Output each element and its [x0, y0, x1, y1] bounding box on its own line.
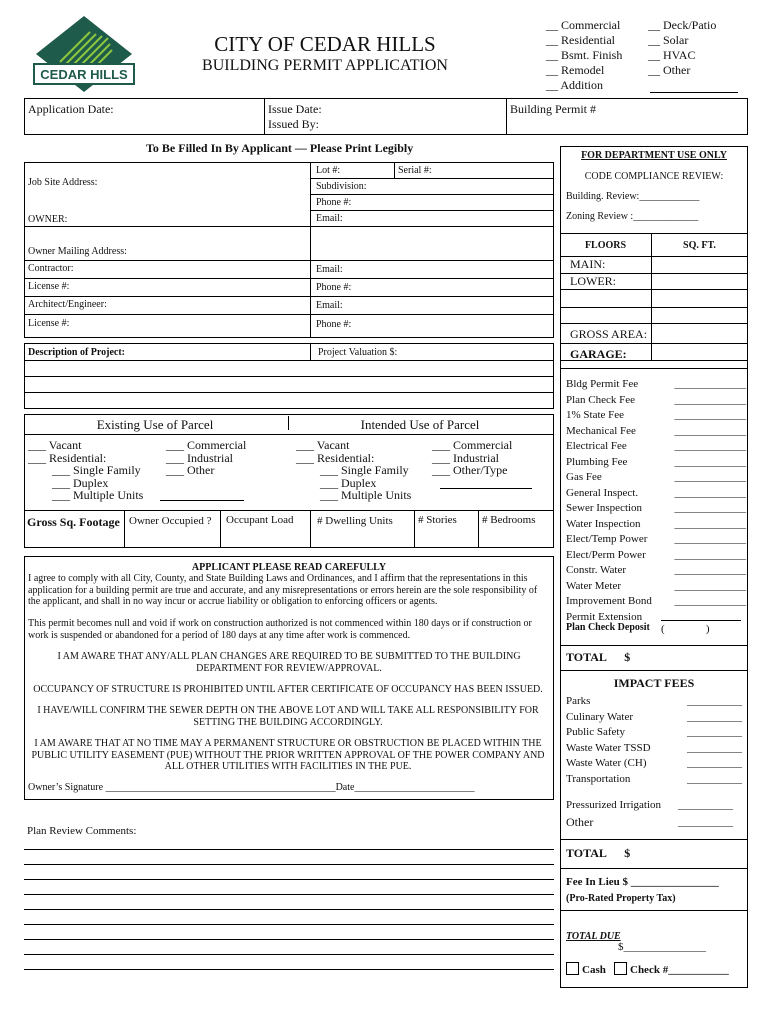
impact-fee-label: Waste Water (CH)	[566, 757, 647, 769]
permit-type-bsmt-finish[interactable]: __ Bsmt. Finish	[546, 48, 623, 62]
fee-in-lieu-field[interactable]: Fee In Lieu $ ________________	[566, 876, 719, 888]
impact-fee-label: Culinary Water	[566, 710, 634, 723]
impact-fee-blank[interactable]: __________	[687, 772, 742, 785]
fee-amount-blank[interactable]: _____________	[674, 533, 746, 545]
fee-amount-blank[interactable]: _____________	[674, 409, 746, 421]
permit-type-hvac[interactable]: __ HVAC	[648, 48, 696, 62]
intended-multiple-units-option[interactable]: ___ Multiple Units	[320, 488, 412, 502]
owner-phone-field[interactable]: Phone #:	[316, 197, 352, 208]
fee-amount-blank[interactable]: _____________	[674, 579, 746, 592]
fee-label: Plumbing Fee	[566, 455, 628, 468]
notice-heading: APPLICANT PLEASE READ CAREFULLY	[191, 562, 387, 573]
fee-row[interactable]	[566, 470, 746, 486]
fee-row[interactable]	[566, 439, 746, 455]
fee-row[interactable]	[566, 377, 746, 393]
notice-sewer-text: I HAVE/WILL CONFIRM THE SEWER DEPTH ON THE ABOVE LOT AND WILL TAKE ALL RESPONSIBILITY FOR SETTING THE BUILDING ACCORDINGLY.	[37, 705, 539, 728]
fee-label: Constr. Water	[566, 564, 627, 576]
fee-label: Elect/Perm Power	[566, 548, 646, 561]
impact-fee-row[interactable]	[566, 756, 742, 772]
notice-pue-text: I AM AWARE THAT AT NO TIME MAY A PERMANENT STRUCTURE OR OBSTRUCTION BE PLACED WITHIN THE PUBLIC UTILITY EASEMENT (PUE) WITHOUT THE PRIOR WRITTEN APPROVAL OF THE POWER COMPANY AND ALL OTHER UTILITIES WITH FACILITIES IN THE PUE.	[31, 738, 545, 772]
payment-cash[interactable]	[566, 962, 606, 978]
impact-fee-blank[interactable]: __________	[687, 726, 742, 738]
serial-number-field[interactable]: Serial #:	[398, 165, 432, 176]
prorated-property-tax-note: (Pro-Rated Property Tax)	[566, 893, 676, 904]
impact-other-blank[interactable]: __________	[678, 816, 733, 828]
existing-multiple-units-option[interactable]: ___ Multiple Units	[52, 488, 144, 502]
fee-amount-blank[interactable]: _____________	[674, 564, 746, 576]
fee-label: General Inspect.	[566, 486, 639, 499]
fee-row[interactable]	[566, 517, 746, 533]
plan-check-deposit-field[interactable]: ( )	[661, 623, 710, 635]
check-checkbox[interactable]	[614, 962, 627, 975]
architect-license-field[interactable]: License #:	[28, 318, 70, 329]
impact-fee-row[interactable]	[566, 710, 742, 726]
existing-use-options-2	[166, 439, 246, 477]
fee-label: Bldg Permit Fee	[566, 378, 639, 390]
impact-fee-row[interactable]	[566, 741, 742, 757]
plan-check-deposit-label: Plan Check Deposit	[566, 622, 650, 633]
owner-mailing-address-field[interactable]: Owner Mailing Address:	[28, 246, 127, 257]
plan-review-label: Plan Review Comments:	[27, 825, 137, 837]
form-subtitle: BUILDING PERMIT APPLICATION	[202, 57, 448, 74]
pressurized-irrigation-blank[interactable]: __________	[678, 799, 733, 811]
issued-by-field[interactable]: Issued By:	[268, 117, 319, 131]
permit-type-addition[interactable]: __ Addition	[546, 78, 604, 92]
cedar-hills-logo-icon	[30, 14, 138, 94]
owner-email-field[interactable]: Email:	[316, 213, 343, 224]
intended-use-title: Intended Use of Parcel	[360, 417, 480, 432]
fee-row[interactable]	[566, 579, 746, 595]
gross-sq-footage-field[interactable]: Gross Sq. Footage	[27, 515, 120, 529]
permit-type-other[interactable]: __ Other	[648, 63, 691, 77]
dwelling-units-field[interactable]: # Dwelling Units	[317, 515, 393, 527]
architect-email-field[interactable]: Email:	[316, 300, 343, 311]
notice-occupancy-text: OCCUPANCY OF STRUCTURE IS PROHIBITED UNTIL AFTER CERTIFICATE OF OCCUPANCY HAS BEEN ISSUED.	[33, 684, 543, 695]
contractor-license-field[interactable]: License #:	[28, 281, 70, 292]
top-info-row	[24, 98, 748, 135]
existing-industrial-option[interactable]: ___ Industrial	[166, 450, 233, 465]
impact-fee-blank[interactable]: __________	[687, 695, 742, 707]
intended-other-blank[interactable]	[440, 488, 532, 489]
intended-use-options	[296, 439, 411, 502]
svg-text:CEDAR HILLS: CEDAR HILLS	[40, 67, 128, 82]
lower-floor-field[interactable]: LOWER:	[570, 274, 616, 288]
fee-list	[566, 377, 746, 625]
job-site-address-field[interactable]: Job Site Address:	[28, 177, 98, 188]
fee-row[interactable]	[566, 393, 746, 409]
fee-row[interactable]	[566, 594, 746, 610]
existing-commercial-option[interactable]: ___ Commercial	[166, 438, 247, 452]
contractor-field[interactable]: Contractor:	[28, 263, 74, 274]
permit-type-solar[interactable]: __ Solar	[648, 33, 689, 47]
existing-use-title: Existing Use of Parcel	[96, 417, 214, 432]
fee-amount-blank[interactable]: _____________	[674, 424, 746, 437]
zoning-review-field[interactable]: Zoning Review :_____________	[566, 211, 699, 222]
impact-fee-row[interactable]	[566, 694, 742, 710]
fee-row[interactable]	[566, 424, 746, 440]
notice-agreement-text: I agree to comply with all City, County, and State Building Laws and Ordinances, and I affirm that the representations in this application for a building permit are true and accurate, and any misrepresentations or errors herein are the sole responsibility of the applicant, and shall in no way incur or accrue liability or obligation to enforcing officers or agents.	[28, 573, 538, 607]
fee-label: Sewer Inspection	[566, 502, 643, 514]
architect-engineer-field[interactable]: Architect/Engineer:	[28, 299, 107, 310]
fee-label: Water Inspection	[566, 517, 641, 530]
impact-fees-heading: IMPACT FEES	[613, 676, 695, 690]
impact-fee-blank[interactable]: __________	[687, 741, 742, 754]
fee-row[interactable]	[566, 486, 746, 502]
permit-type-commercial[interactable]: __ Commercial	[546, 18, 621, 32]
owner-field[interactable]: OWNER:	[28, 214, 68, 225]
notice-plan-changes-text: I AM AWARE THAT ANY/ALL PLAN CHANGES ARE REQUIRED TO BE SUBMITTED TO THE BUILDING DEPARTMENT FOR REVIEW/APPROVAL.	[57, 651, 521, 674]
code-compliance-heading: CODE COMPLIANCE REVIEW:	[584, 171, 724, 182]
impact-fee-label: Parks	[566, 695, 591, 707]
main-floor-field[interactable]: MAIN:	[570, 257, 606, 271]
owner-signature-line[interactable]: Owner’s Signature ______________________________________________Date________________________	[28, 782, 475, 793]
fee-amount-blank[interactable]: _____________	[674, 502, 746, 514]
building-permit-number-field[interactable]: Building Permit #	[510, 102, 597, 116]
subdivision-field[interactable]: Subdivision:	[316, 181, 367, 192]
existing-single-family-option[interactable]: ___ Single Family	[52, 463, 141, 477]
gross-area-field[interactable]: GROSS AREA:	[570, 327, 648, 341]
impact-total-field[interactable]: TOTAL $	[566, 846, 631, 860]
existing-use-options	[28, 439, 143, 502]
garage-field[interactable]: GARAGE:	[570, 347, 627, 361]
fee-label: 1% State Fee	[566, 409, 625, 421]
fee-row[interactable]	[566, 548, 746, 564]
owner-occupied-field[interactable]: Owner Occupied ?	[129, 515, 212, 527]
impact-fee-label: Waste Water TSSD	[566, 741, 651, 754]
fee-row[interactable]	[566, 501, 746, 517]
cash-checkbox[interactable]	[566, 962, 579, 975]
payment-check[interactable]	[614, 962, 729, 978]
permit-type-list-2	[648, 18, 716, 78]
fee-label: Mechanical Fee	[566, 424, 636, 437]
applicant-heading: To Be Filled In By Applicant — Please Print Legibly	[146, 141, 414, 155]
contractor-phone-field[interactable]: Phone #:	[316, 282, 352, 293]
pressurized-irrigation-field[interactable]: Pressurized Irrigation	[566, 799, 661, 811]
check-label: Check #___________	[630, 964, 729, 976]
impact-other-field[interactable]: Other	[566, 815, 594, 829]
fee-row[interactable]	[566, 455, 746, 471]
impact-fee-list	[566, 694, 742, 787]
fee-amount-blank[interactable]: _____________	[674, 455, 746, 468]
intended-single-family-option[interactable]: ___ Single Family	[320, 463, 409, 477]
total-due-field[interactable]: $_______________	[618, 941, 706, 953]
bedrooms-field[interactable]: # Bedrooms	[482, 514, 536, 526]
department-use-heading: FOR DEPARTMENT USE ONLY	[581, 150, 727, 161]
existing-other-blank[interactable]	[160, 500, 244, 501]
fee-row[interactable]	[566, 408, 746, 424]
other-type-blank[interactable]	[650, 92, 738, 93]
cash-label: Cash	[582, 964, 606, 976]
fee-amount-blank[interactable]: _____________	[674, 393, 746, 406]
intended-other-type-option[interactable]: ___ Other/Type	[432, 463, 508, 477]
existing-residential-option[interactable]: ___ Residential:	[28, 450, 107, 465]
intended-commercial-option[interactable]: ___ Commercial	[432, 438, 513, 452]
project-valuation-field[interactable]: Project Valuation $:	[318, 347, 398, 358]
fee-label: Elect/Temp Power	[566, 533, 648, 545]
notice-null-void-text: This permit becomes null and void if work on construction authorized is not commenced within 180 days or if construction or work is suspended or abandoned for a period of 180 days at any time after work is commenced.	[28, 618, 532, 641]
impact-fee-blank[interactable]: __________	[687, 710, 742, 723]
lot-number-field[interactable]: Lot #:	[316, 165, 341, 176]
fee-label: Permit Extension	[566, 610, 643, 623]
permit-type-residential[interactable]: __ Residential	[546, 33, 615, 47]
fee-label: Electrical Fee	[566, 440, 627, 452]
fee-amount-blank[interactable]: _____________	[674, 486, 746, 499]
fee-label: Improvement Bond	[566, 595, 652, 607]
impact-fee-label: Public Safety	[566, 726, 625, 738]
intended-vacant-option[interactable]: ___ Vacant	[296, 438, 350, 452]
application-date-field[interactable]: Application Date:	[28, 102, 114, 116]
building-review-field[interactable]: Building. Review:____________	[566, 191, 700, 202]
issue-date-field[interactable]: Issue Date:	[268, 102, 322, 116]
total-fees-field[interactable]: TOTAL $	[566, 650, 631, 664]
fee-amount-blank[interactable]: _____________	[674, 471, 746, 483]
impact-fee-label: Transportation	[566, 772, 631, 785]
fee-amount-blank[interactable]: _____________	[674, 378, 746, 390]
fee-amount-blank[interactable]: _____________	[674, 595, 746, 607]
existing-vacant-option[interactable]: ___ Vacant	[28, 438, 82, 452]
intended-use-options-2	[432, 439, 512, 477]
fee-amount-blank[interactable]: _____________	[674, 517, 746, 530]
permit-type-remodel[interactable]: __ Remodel	[546, 63, 605, 77]
fee-label: Gas Fee	[566, 471, 602, 483]
total-due-label: TOTAL DUE	[566, 931, 621, 942]
intended-residential-option[interactable]: ___ Residential:	[296, 450, 375, 465]
existing-duplex-option[interactable]: ___ Duplex	[52, 475, 109, 490]
permit-type-deck-patio[interactable]: __ Deck/Patio	[648, 18, 717, 32]
fee-label: Plan Check Fee	[566, 393, 636, 406]
intended-duplex-option[interactable]: ___ Duplex	[320, 475, 377, 490]
impact-fee-row[interactable]	[566, 772, 742, 788]
impact-fee-blank[interactable]: __________	[687, 757, 742, 769]
impact-fee-row[interactable]	[566, 725, 742, 741]
fee-row[interactable]	[566, 532, 746, 548]
contractor-email-field[interactable]: Email:	[316, 264, 343, 275]
fee-amount-blank[interactable]: _____________	[674, 440, 746, 452]
fee-amount-blank[interactable]: _____________	[674, 548, 746, 561]
intended-industrial-option[interactable]: ___ Industrial	[432, 450, 499, 465]
permit-type-list	[546, 18, 622, 93]
existing-other-option[interactable]: ___ Other	[166, 463, 215, 477]
form-title: CITY OF CEDAR HILLS	[214, 32, 436, 56]
fee-row[interactable]	[566, 563, 746, 579]
fee-label: Water Meter	[566, 579, 621, 592]
sqft-header: SQ. FT.	[683, 240, 716, 251]
occupant-load-field[interactable]: Occupant Load	[226, 514, 294, 526]
city-logo	[30, 14, 138, 94]
stories-field[interactable]: # Stories	[418, 514, 457, 526]
architect-phone-field[interactable]: Phone #:	[316, 319, 352, 330]
floors-header: FLOORS	[584, 240, 627, 251]
description-of-project-field[interactable]: Description of Project:	[28, 347, 126, 358]
